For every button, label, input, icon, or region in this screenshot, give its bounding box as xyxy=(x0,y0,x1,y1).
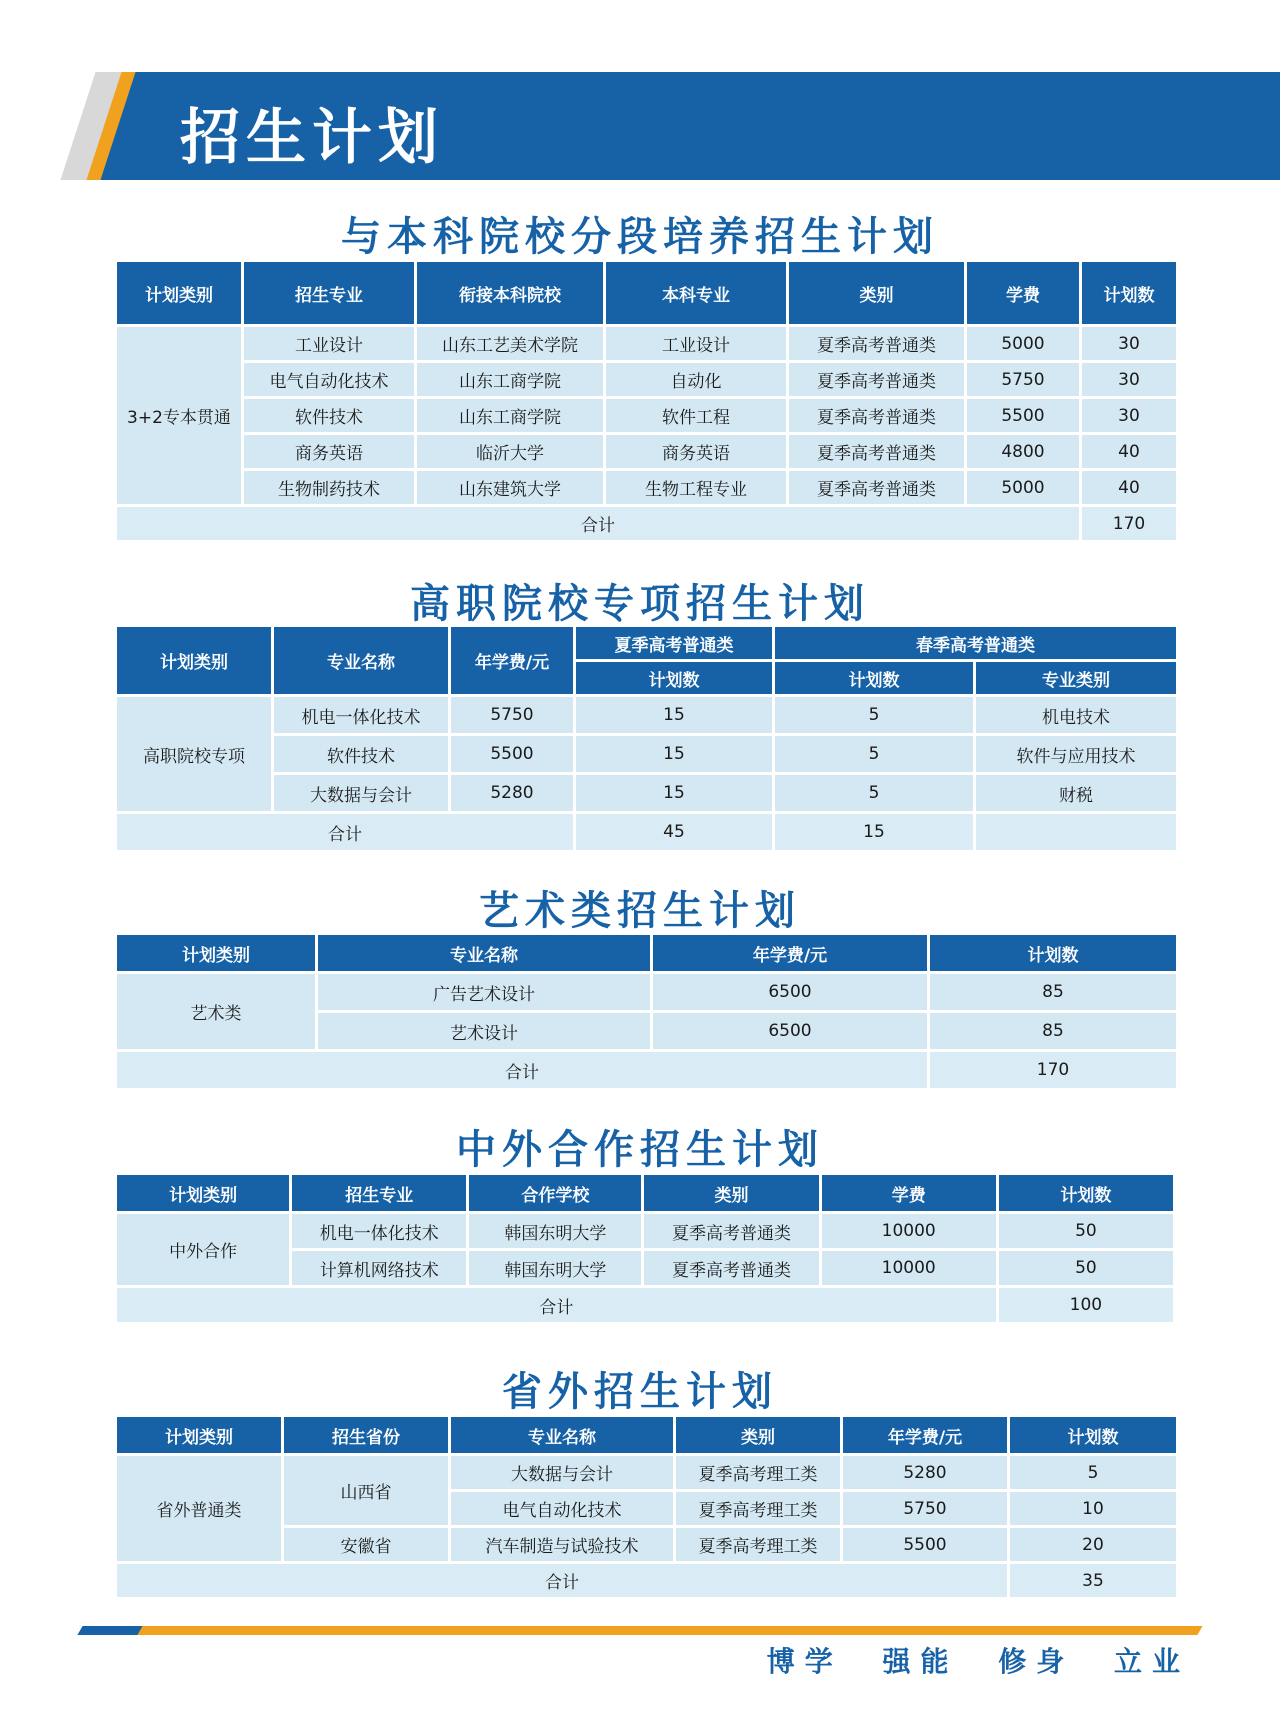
province-cell: 山西省 xyxy=(284,1456,448,1525)
table-cell: 临沂大学 xyxy=(417,435,603,468)
table-cell: 40 xyxy=(1082,471,1176,504)
header-cell: 计划类别 xyxy=(117,1417,281,1453)
province-cell: 安徽省 xyxy=(284,1528,448,1561)
total-value: 100 xyxy=(999,1288,1173,1322)
header-cell: 招生专业 xyxy=(244,262,414,324)
table-cell: 夏季高考普通类 xyxy=(789,363,964,396)
header-cell: 本科专业 xyxy=(606,262,786,324)
table-cell: 汽车制造与试验技术 xyxy=(451,1528,673,1561)
table-cell: 商务英语 xyxy=(244,435,414,468)
table-cell: 5 xyxy=(775,736,973,772)
header-cell: 计划数 xyxy=(775,662,973,694)
table-header-row xyxy=(117,1175,1173,1211)
table-row xyxy=(117,363,1176,396)
header-banner xyxy=(0,72,1280,180)
vocational-plan-table xyxy=(114,624,1179,853)
header-cell: 衔接本科院校 xyxy=(417,262,603,324)
table-cell: 4800 xyxy=(967,435,1079,468)
category-cell: 3+2专本贯通 xyxy=(117,327,241,504)
table-cell: 5 xyxy=(775,775,973,811)
table-cell: 夏季高考普通类 xyxy=(644,1214,818,1248)
header-cell: 年学费/元 xyxy=(843,1417,1007,1453)
header-cell: 招生省份 xyxy=(284,1417,448,1453)
table-cell: 15 xyxy=(576,736,772,772)
table-cell: 软件工程 xyxy=(606,399,786,432)
table-cell: 山东工商学院 xyxy=(417,363,603,396)
total-row xyxy=(117,1052,1176,1088)
table-cell: 85 xyxy=(930,1013,1176,1049)
table-cell: 50 xyxy=(999,1214,1173,1248)
table-cell: 软件与应用技术 xyxy=(976,736,1176,772)
table-cell: 大数据与会计 xyxy=(451,1456,673,1489)
table-header-row xyxy=(117,262,1176,324)
table-row xyxy=(117,1456,1176,1489)
total-row xyxy=(117,1564,1176,1597)
table-row xyxy=(117,471,1176,504)
header-cell: 春季高考普通类 xyxy=(775,627,1176,659)
category-cell: 中外合作 xyxy=(117,1214,289,1285)
table-cell: 机电技术 xyxy=(976,697,1176,733)
header-cell: 专业名称 xyxy=(274,627,448,694)
table-cell: 10 xyxy=(1010,1492,1176,1525)
table-row xyxy=(117,399,1176,432)
table-cell: 40 xyxy=(1082,435,1176,468)
total-label: 合计 xyxy=(117,814,573,850)
header-cell: 专业名称 xyxy=(318,935,650,971)
undergrad-plan-table xyxy=(114,259,1179,543)
table-cell: 5500 xyxy=(843,1528,1007,1561)
table-cell: 50 xyxy=(999,1251,1173,1285)
header-cell: 学费 xyxy=(822,1175,996,1211)
table-cell: 工业设计 xyxy=(244,327,414,360)
table-cell: 6500 xyxy=(653,974,927,1010)
header-cell: 计划数 xyxy=(1010,1417,1176,1453)
table-cell: 夏季高考理工类 xyxy=(676,1492,840,1525)
table-cell: 大数据与会计 xyxy=(274,775,448,811)
section-title-art: 艺术类招生计划 xyxy=(479,887,801,934)
table-cell: 韩国东明大学 xyxy=(469,1251,641,1285)
category-cell: 高职院校专项 xyxy=(117,697,271,811)
table-cell: 5 xyxy=(1010,1456,1176,1489)
header-cell: 类别 xyxy=(676,1417,840,1453)
table-cell: 机电一体化技术 xyxy=(274,697,448,733)
table-cell: 自动化 xyxy=(606,363,786,396)
table-cell: 5750 xyxy=(843,1492,1007,1525)
header-cell: 类别 xyxy=(789,262,964,324)
table-cell: 财税 xyxy=(976,775,1176,811)
table-cell: 山东工艺美术学院 xyxy=(417,327,603,360)
header-cell: 计划类别 xyxy=(117,1175,289,1211)
table-cell: 30 xyxy=(1082,327,1176,360)
table-cell: 商务英语 xyxy=(606,435,786,468)
total-value: 45 xyxy=(576,814,772,850)
table-header-row xyxy=(117,1417,1176,1453)
table-cell: 艺术设计 xyxy=(318,1013,650,1049)
table-cell: 5000 xyxy=(967,471,1079,504)
page-title: 招生计划 xyxy=(180,103,444,173)
category-cell: 省外普通类 xyxy=(117,1456,281,1561)
table-cell: 机电一体化技术 xyxy=(292,1214,466,1248)
table-cell: 计算机网络技术 xyxy=(292,1251,466,1285)
table-cell: 5 xyxy=(775,697,973,733)
table-cell-empty xyxy=(976,814,1176,850)
section-title-out-of-province: 省外招生计划 xyxy=(502,1368,778,1415)
table-cell: 夏季高考理工类 xyxy=(676,1528,840,1561)
header-cell: 学费 xyxy=(967,262,1079,324)
table-cell: 山东工商学院 xyxy=(417,399,603,432)
header-cell: 计划类别 xyxy=(117,627,271,694)
table-cell: 软件技术 xyxy=(244,399,414,432)
total-label: 合计 xyxy=(117,1052,927,1088)
header-cell: 计划数 xyxy=(999,1175,1173,1211)
table-cell: 山东建筑大学 xyxy=(417,471,603,504)
table-cell: 30 xyxy=(1082,399,1176,432)
table-header-row xyxy=(117,627,1176,659)
table-cell: 30 xyxy=(1082,363,1176,396)
table-row xyxy=(117,775,1176,811)
table-cell: 夏季高考普通类 xyxy=(789,399,964,432)
table-cell: 5280 xyxy=(451,775,573,811)
table-cell: 广告艺术设计 xyxy=(318,974,650,1010)
total-value: 170 xyxy=(1082,507,1176,540)
table-row xyxy=(117,697,1176,733)
table-cell: 夏季高考普通类 xyxy=(644,1251,818,1285)
header-cell: 招生专业 xyxy=(292,1175,466,1211)
category-cell: 艺术类 xyxy=(117,974,315,1049)
table-cell: 10000 xyxy=(822,1214,996,1248)
table-cell: 软件技术 xyxy=(274,736,448,772)
total-row xyxy=(117,814,1176,850)
table-cell: 电气自动化技术 xyxy=(244,363,414,396)
table-cell: 6500 xyxy=(653,1013,927,1049)
table-cell: 20 xyxy=(1010,1528,1176,1561)
table-cell: 5500 xyxy=(451,736,573,772)
table-cell: 生物制药技术 xyxy=(244,471,414,504)
table-row xyxy=(117,974,1176,1010)
table-row xyxy=(117,327,1176,360)
total-label: 合计 xyxy=(117,1288,996,1322)
table-header-row xyxy=(117,935,1176,971)
table-row xyxy=(117,736,1176,772)
school-motto: 博学 强能 修身 立业 xyxy=(766,1645,1190,1678)
header-cell: 专业类别 xyxy=(976,662,1176,694)
table-row xyxy=(117,435,1176,468)
header-cell: 计划数 xyxy=(930,935,1176,971)
table-cell: 5280 xyxy=(843,1456,1007,1489)
header-cell: 合作学校 xyxy=(469,1175,641,1211)
table-cell: 85 xyxy=(930,974,1176,1010)
table-row xyxy=(117,1214,1173,1248)
footer-accent-orange xyxy=(137,1626,1202,1635)
total-row xyxy=(117,1288,1173,1322)
table-cell: 工业设计 xyxy=(606,327,786,360)
total-value: 35 xyxy=(1010,1564,1176,1597)
section-title-vocational: 高职院校专项招生计划 xyxy=(410,580,870,627)
section-title-undergrad: 与本科院校分段培养招生计划 xyxy=(341,213,939,260)
table-cell: 生物工程专业 xyxy=(606,471,786,504)
header-cell: 计划数 xyxy=(576,662,772,694)
header-cell: 类别 xyxy=(644,1175,818,1211)
art-plan-table xyxy=(114,932,1179,1091)
table-cell: 韩国东明大学 xyxy=(469,1214,641,1248)
header-cell: 计划数 xyxy=(1082,262,1176,324)
header-cell: 年学费/元 xyxy=(451,627,573,694)
table-cell: 夏季高考普通类 xyxy=(789,471,964,504)
total-value: 15 xyxy=(775,814,973,850)
header-cell: 专业名称 xyxy=(451,1417,673,1453)
table-cell: 夏季高考理工类 xyxy=(676,1456,840,1489)
header-cell: 计划类别 xyxy=(117,262,241,324)
table-cell: 15 xyxy=(576,697,772,733)
international-plan-table xyxy=(114,1172,1176,1325)
total-row xyxy=(117,507,1176,540)
out-of-province-plan-table xyxy=(114,1414,1179,1600)
table-cell: 夏季高考普通类 xyxy=(789,435,964,468)
table-cell: 夏季高考普通类 xyxy=(789,327,964,360)
table-cell: 15 xyxy=(576,775,772,811)
table-cell: 10000 xyxy=(822,1251,996,1285)
table-cell: 5500 xyxy=(967,399,1079,432)
total-label: 合计 xyxy=(117,1564,1007,1597)
table-cell: 电气自动化技术 xyxy=(451,1492,673,1525)
table-cell: 5750 xyxy=(967,363,1079,396)
section-title-international: 中外合作招生计划 xyxy=(456,1126,824,1173)
total-label: 合计 xyxy=(117,507,1079,540)
table-cell: 5000 xyxy=(967,327,1079,360)
table-cell: 5750 xyxy=(451,697,573,733)
header-cell: 夏季高考普通类 xyxy=(576,627,772,659)
header-cell: 年学费/元 xyxy=(653,935,927,971)
total-value: 170 xyxy=(930,1052,1176,1088)
header-cell: 计划类别 xyxy=(117,935,315,971)
